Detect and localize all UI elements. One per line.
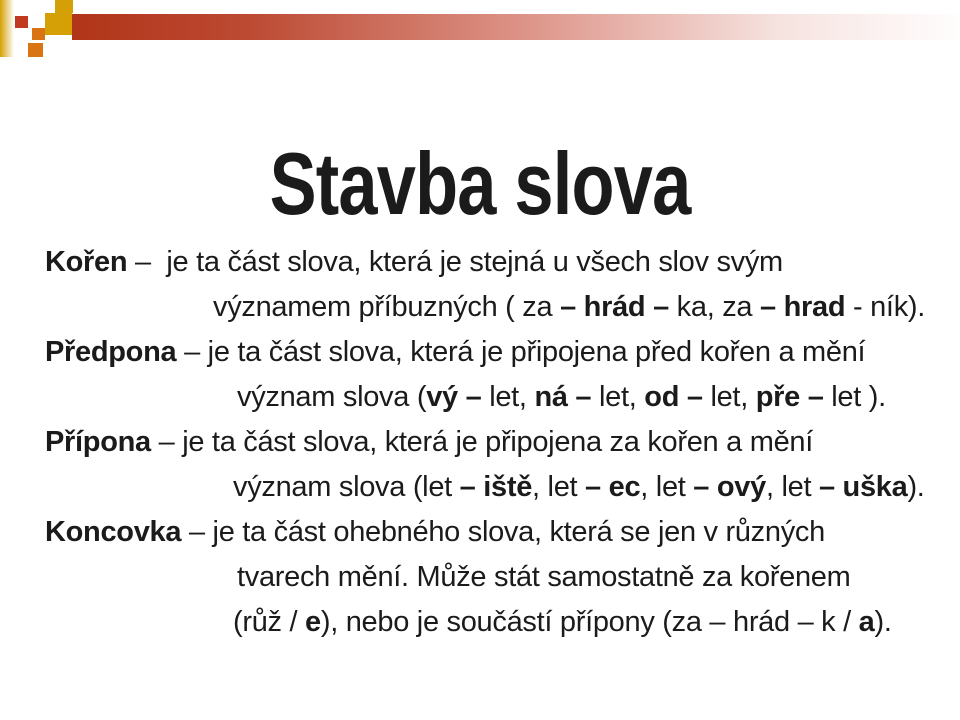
text-run: let ).: [823, 381, 886, 413]
body-line: [45, 330, 935, 375]
text-run: ), nebo je součástí přípony (za – hrád – k /: [320, 606, 859, 638]
text-run: ka, za: [668, 291, 760, 323]
body-line: [45, 285, 935, 330]
text-run: let,: [481, 381, 535, 413]
text-run: , let: [640, 471, 694, 503]
term-bold-run: Předpona: [45, 336, 177, 368]
term-bold-run: a: [858, 606, 875, 638]
text-run: – je ta část slova, která je připojena za kořen a mění: [150, 426, 813, 458]
text-run: – je ta část slova, která je připojena před kořen a mění: [176, 336, 866, 368]
text-run: význam slova (: [237, 381, 427, 413]
decor-square-red: [15, 16, 28, 28]
left-gradient-strip: [0, 0, 14, 57]
text-run: , let: [532, 471, 586, 503]
term-bold-run: pře –: [755, 381, 824, 413]
term-bold-run: od –: [644, 381, 703, 413]
term-bold-run: – hrád –: [560, 291, 669, 323]
term-bold-run: – ový: [693, 471, 766, 503]
text-run: tvarech mění. Může stát samostatně za kořenem: [237, 561, 851, 593]
term-bold-run: – uška: [818, 471, 908, 503]
term-bold-run: Koncovka: [45, 516, 182, 548]
term-bold-run: e: [305, 606, 321, 638]
text-run: - ník).: [845, 291, 926, 323]
term-bold-run: – ec: [585, 471, 641, 503]
text-run: ).: [874, 606, 892, 638]
body-line: [45, 240, 935, 285]
header-gradient-bar: [72, 14, 960, 40]
term-bold-run: vý –: [426, 381, 482, 413]
text-run: ).: [907, 471, 925, 503]
body-line: [45, 600, 935, 645]
term-bold-run: ná –: [534, 381, 592, 413]
text-run: let,: [591, 381, 645, 413]
text-run: let,: [702, 381, 756, 413]
text-run: , let: [765, 471, 819, 503]
decor-square-gold-small: [55, 0, 73, 13]
body-line: [45, 420, 935, 465]
body-line: [45, 510, 935, 555]
slide-body: [45, 240, 935, 645]
decor-square-orange-bottom: [28, 43, 43, 57]
slide-title: Stavba slova: [269, 134, 691, 233]
text-run: (růž /: [233, 606, 306, 638]
decor-square-gold-large: [45, 13, 72, 35]
text-run: – je ta část slova, která je stejná u všech slov svým: [127, 246, 783, 278]
term-bold-run: Kořen: [45, 246, 128, 278]
decor-square-orange-mid: [32, 28, 45, 40]
body-line: [45, 555, 935, 600]
text-run: významem příbuzných ( za: [213, 291, 561, 323]
text-run: význam slova (let: [233, 471, 460, 503]
body-line: [45, 465, 935, 510]
text-run: – je ta část ohebného slova, která se jen v různých: [181, 516, 825, 548]
term-bold-run: – hrad: [760, 291, 846, 323]
body-line: [45, 375, 935, 420]
term-bold-run: – iště: [459, 471, 533, 503]
term-bold-run: Přípona: [45, 426, 151, 458]
